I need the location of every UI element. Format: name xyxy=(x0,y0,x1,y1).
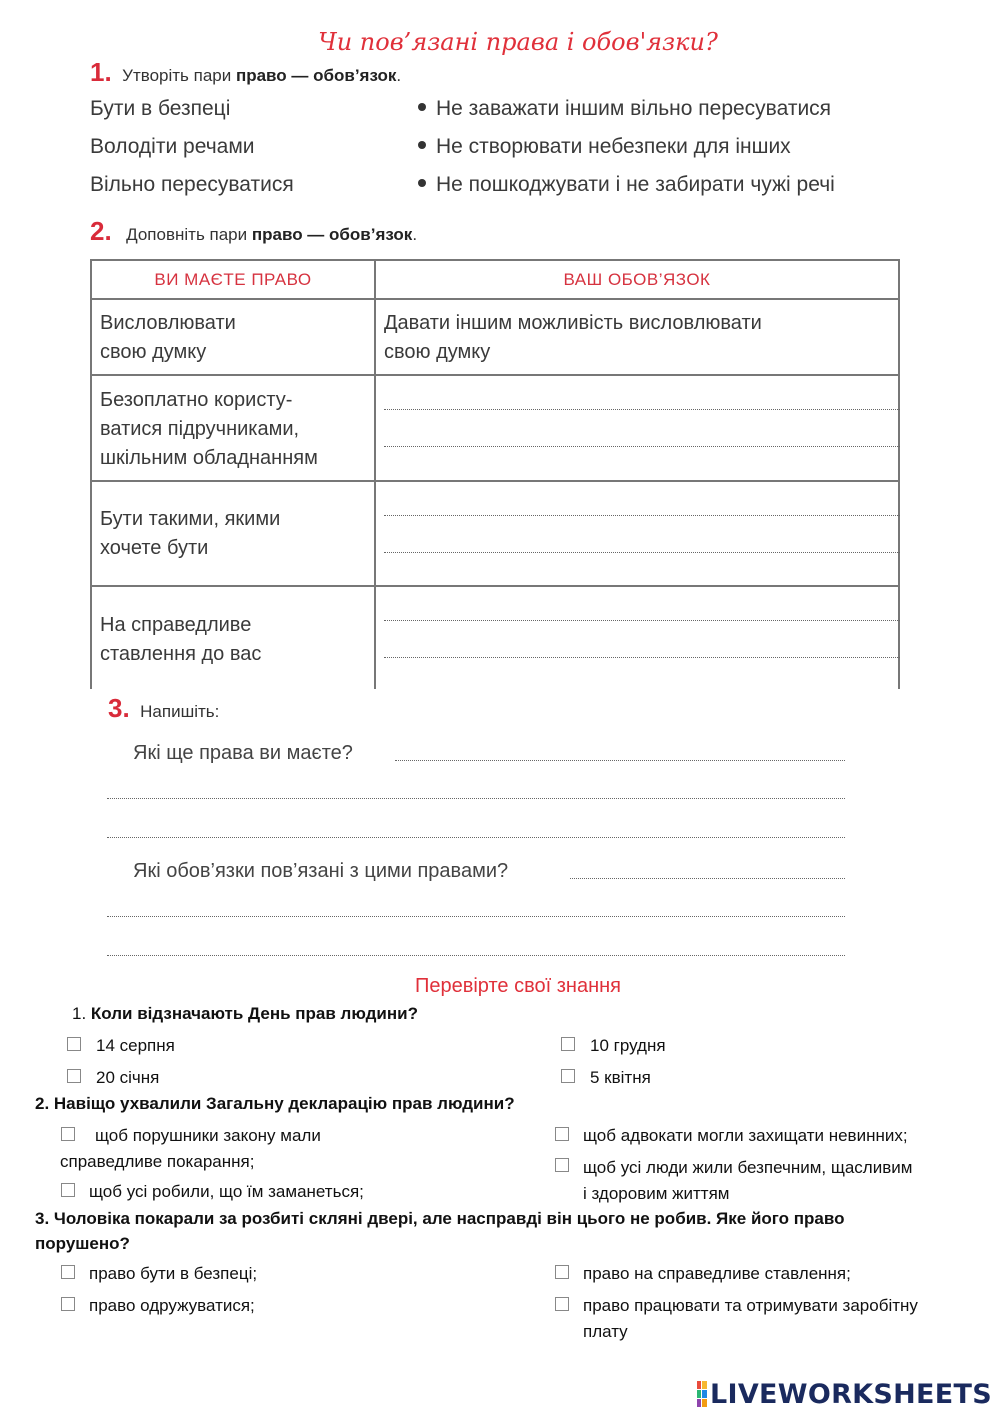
table-row-duty: Давати іншим можливість висловлювати свою думку xyxy=(384,312,762,363)
task1-bold: право — обов’язок xyxy=(235,66,397,85)
table-divider xyxy=(90,480,900,482)
answer-line[interactable] xyxy=(384,657,900,658)
column-header-duties: ВАШ ОБОВ’ЯЗОК xyxy=(563,270,711,289)
logo-block xyxy=(697,1390,701,1398)
liveworksheets-logo[interactable] xyxy=(697,1378,992,1410)
table-divider xyxy=(90,585,900,587)
answer-line[interactable] xyxy=(570,878,845,879)
page-title: Чи пов’язані права і обов'язки? xyxy=(318,28,718,56)
option-label: 5 квітня xyxy=(590,1068,651,1087)
checkbox[interactable] xyxy=(67,1037,81,1051)
checkbox[interactable] xyxy=(61,1265,75,1279)
checkbox[interactable] xyxy=(61,1297,75,1311)
table-row-right: На справедливе ставлення до вас xyxy=(100,614,262,665)
duty-item[interactable]: Не заважати іншим вільно пересуватися xyxy=(418,97,831,121)
answer-line[interactable] xyxy=(395,760,845,761)
logo-block xyxy=(702,1390,706,1398)
answer-line[interactable] xyxy=(107,916,845,917)
task3-number: 3. xyxy=(108,693,130,723)
task2-number: 2. xyxy=(90,216,112,246)
task3-question-2: Які обов’язки пов’язані з цими правами? xyxy=(133,860,509,882)
logo-block xyxy=(697,1399,701,1407)
answer-line[interactable] xyxy=(384,552,900,553)
quiz-question-3: 3. Чоловіка покарали за розбиті скляні двері, але насправді він цього не робив. Яке його право порушено? xyxy=(35,1209,845,1253)
option-label: щоб усі люди жили безпечним, щасливим і здоровим життям xyxy=(583,1158,913,1203)
option-label: право працювати та отримувати заробітну плату xyxy=(583,1296,918,1341)
checkbox[interactable] xyxy=(555,1297,569,1311)
quiz-question-1: 1. Коли відзначають День прав людини? xyxy=(72,1004,418,1023)
task1-heading: 1. Утворіть пари право — обов’язок. xyxy=(90,57,402,87)
quiz-title: Перевірте свої знання xyxy=(414,975,621,997)
quiz-question-2: 2. Навіщо ухвалили Загальну декларацію прав людини? xyxy=(35,1094,515,1113)
table-divider xyxy=(90,298,900,300)
checkbox[interactable] xyxy=(67,1069,81,1083)
table-row-right: Бути такими, якими хочете бути xyxy=(100,508,281,559)
option-label: право одружуватися; xyxy=(89,1296,255,1315)
task1-text: Утворіть пари xyxy=(122,66,236,85)
logo-text: LIVEWORKSHEETS xyxy=(709,1378,992,1410)
option-label: 14 серпня xyxy=(96,1036,175,1055)
answer-line[interactable] xyxy=(384,446,900,447)
task2-heading: 2. Доповніть пари право — обов’язок. xyxy=(90,216,418,246)
option-label: 20 січня xyxy=(96,1068,160,1087)
checkbox[interactable] xyxy=(561,1037,575,1051)
answer-line[interactable] xyxy=(107,798,845,799)
bullet-icon xyxy=(418,103,426,111)
answer-line[interactable] xyxy=(107,955,845,956)
right-item[interactable]: Бути в безпеці xyxy=(90,97,231,120)
checkbox[interactable] xyxy=(561,1069,575,1083)
logo-block xyxy=(697,1381,701,1389)
option-label: право на справедливе ставлення; xyxy=(583,1264,851,1283)
option-label: щоб усі робили, що їм заманеться; xyxy=(89,1182,364,1201)
logo-icon xyxy=(697,1381,707,1407)
option-label: право бути в безпеці; xyxy=(89,1264,258,1283)
bullet-icon xyxy=(418,179,426,187)
task3-heading: 3. Напишіть: xyxy=(108,693,220,723)
option-label: щоб порушники закону мали справедливе покарання; xyxy=(60,1126,321,1171)
task1-number: 1. xyxy=(90,57,112,87)
bullet-icon xyxy=(418,141,426,149)
checkbox[interactable] xyxy=(555,1265,569,1279)
column-header-rights: ВИ МАЄТЕ ПРАВО xyxy=(154,270,312,289)
table-divider xyxy=(90,374,900,376)
checkbox[interactable] xyxy=(61,1183,75,1197)
table-row-right: Безоплатно користу- ватися підручниками, шкільним обладнанням xyxy=(100,389,318,469)
logo-block xyxy=(702,1381,706,1389)
table-row-right: Висловлювати свою думку xyxy=(100,312,236,363)
answer-line[interactable] xyxy=(384,409,900,410)
answer-line[interactable] xyxy=(107,837,845,838)
table-divider xyxy=(374,259,376,689)
right-item[interactable]: Вільно пересуватися xyxy=(90,173,294,196)
option-label: щоб адвокати могли захищати невинних; xyxy=(583,1126,908,1145)
task3-question-1: Які ще права ви маєте? xyxy=(133,742,353,764)
option-label: 10 грудня xyxy=(590,1036,666,1055)
logo-block xyxy=(702,1399,706,1407)
answer-line[interactable] xyxy=(384,620,900,621)
checkbox[interactable] xyxy=(555,1127,569,1141)
checkbox[interactable] xyxy=(555,1158,569,1172)
right-item[interactable]: Володіти речами xyxy=(90,135,255,158)
duty-item[interactable]: Не створювати небезпеки для інших xyxy=(418,135,791,159)
duty-item[interactable]: Не пошкоджувати і не забирати чужі речі xyxy=(418,173,835,197)
answer-line[interactable] xyxy=(384,515,900,516)
